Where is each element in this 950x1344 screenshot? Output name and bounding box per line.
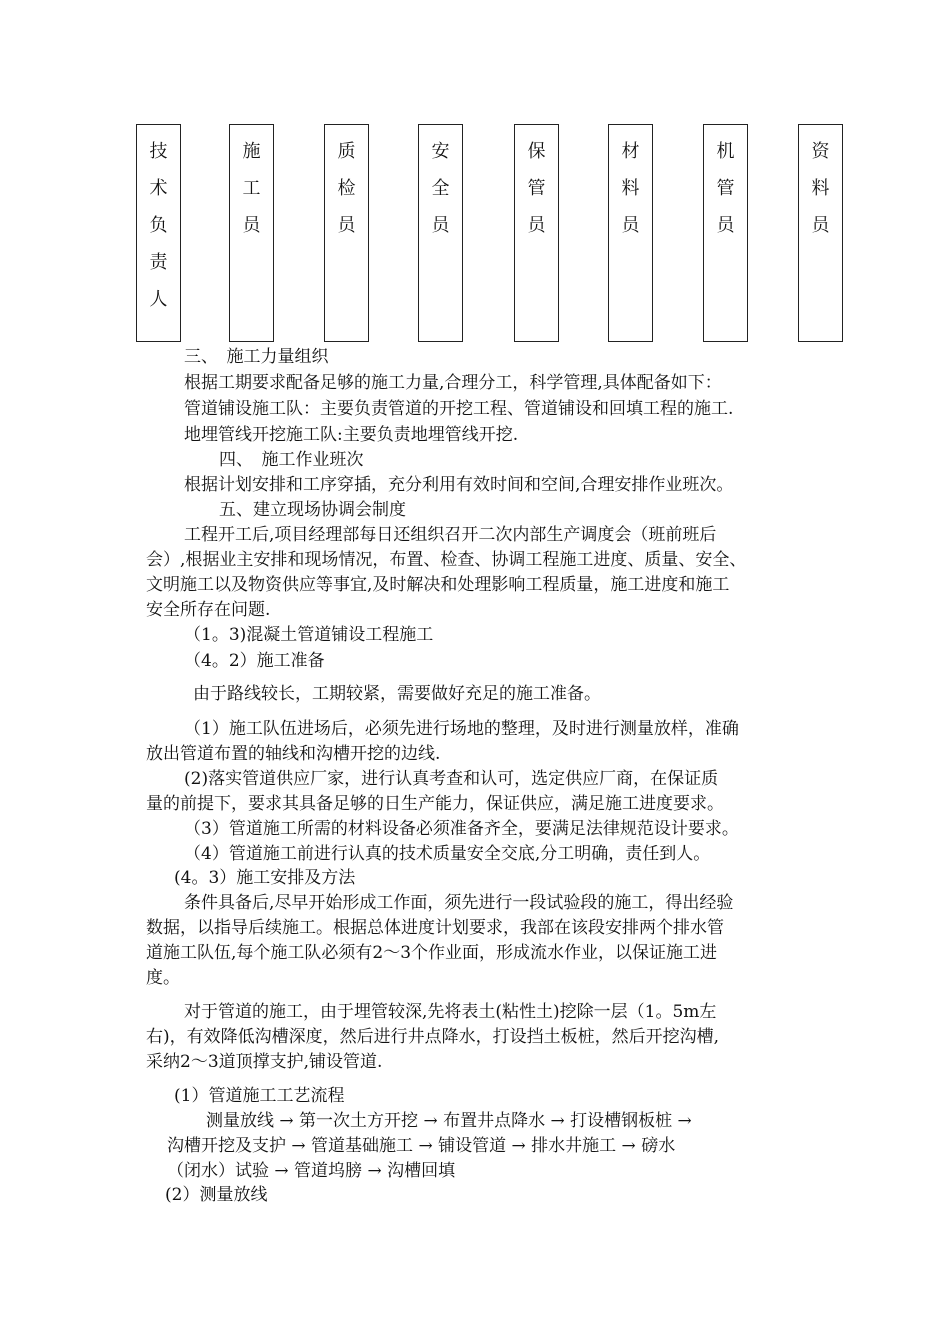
org-box-label: 材 料 员 — [621, 141, 640, 236]
paragraph-line: 工程开工后,项目经理部每日还组织召开二次内部生产调度会（班前班后 — [184, 525, 717, 545]
paragraph-line: （3）管道施工所需的材料设备必须准备齐全，要满足法律规范设计要求。 — [184, 819, 739, 839]
org-box — [514, 124, 559, 342]
paragraph-line: 度。 — [146, 968, 180, 988]
paragraph-line: 安全所存在问题. — [146, 600, 271, 620]
paragraph-line: 道施工队伍,每个施工队必须有2～3个作业面，形成流水作业，以保证施工进 — [146, 943, 718, 963]
paragraph-line: 右)，有效降低沟槽深度，然后进行井点降水，打设挡土板桩，然后开挖沟槽, — [146, 1027, 720, 1047]
org-box — [229, 124, 274, 342]
org-box — [703, 124, 748, 342]
paragraph-line: (2)落实管道供应厂家，进行认真考查和认可，选定供应厂商，在保证质 — [184, 769, 719, 789]
paragraph-line: 对于管道的施工，由于埋管较深,先将表土(粘性土)挖除一层（1。5m左 — [184, 1002, 717, 1022]
section-heading: （1。3)混凝土管道铺设工程施工 — [184, 625, 434, 645]
section-heading: 五、建立现场协调会制度 — [219, 500, 406, 520]
paragraph-line: 采纳2～3道顶撑支护,铺设管道. — [146, 1052, 383, 1072]
section-heading: (4。3）施工安排及方法 — [174, 868, 356, 888]
paragraph-line: 数据，以指导后续施工。根据总体进度计划要求，我部在该段安排两个排水管 — [146, 918, 724, 938]
org-box-label: 保 管 员 — [527, 141, 546, 236]
org-box-label: 施 工 员 — [242, 141, 261, 236]
paragraph-line: 条件具备后,尽早开始形成工作面，须先进行一段试验段的施工，得出经验 — [184, 893, 734, 913]
org-box — [418, 124, 463, 342]
paragraph-line: 量的前提下，要求其具备足够的日生产能力，保证供应，满足施工进度要求。 — [146, 794, 724, 814]
process-flow-line: 沟槽开挖及支护 → 管道基础施工 → 铺设管道 → 排水井施工 → 磅水 — [167, 1136, 676, 1156]
org-box — [608, 124, 653, 342]
org-box-label: 安 全 员 — [431, 141, 450, 236]
org-box — [136, 124, 181, 342]
section-heading: (1）管道施工工艺流程 — [174, 1086, 345, 1106]
paragraph-line: 文明施工以及物资供应等事宜,及时解决和处理影响工程质量，施工进度和施工 — [146, 575, 730, 595]
org-box-label: 技 术 负 责 人 — [149, 141, 168, 310]
org-box-label: 资 料 员 — [811, 141, 830, 236]
paragraph-line: 由于路线较长，工期较紧，需要做好充足的施工准备。 — [193, 684, 601, 704]
org-box-label: 质 检 员 — [337, 141, 356, 236]
section-heading: 三、 施工力量组织 — [184, 347, 329, 367]
process-flow-line: 测量放线 → 第一次土方开挖 → 布置井点降水 → 打设槽钢板桩 → — [206, 1111, 692, 1131]
org-box-label: 机 管 员 — [716, 141, 735, 236]
paragraph-line: 放出管道布置的轴线和沟槽开挖的边线. — [146, 744, 441, 764]
org-box — [798, 124, 843, 342]
org-box — [324, 124, 369, 342]
paragraph-line: （4）管道施工前进行认真的技术质量安全交底,分工明确，责任到人。 — [184, 844, 711, 864]
section-heading: (2）测量放线 — [165, 1185, 268, 1205]
section-heading: 四、 施工作业班次 — [219, 450, 364, 470]
paragraph-line: 根据工期要求配备足够的施工力量,合理分工，科学管理,具体配备如下： — [184, 373, 722, 393]
paragraph-line: 根据计划安排和工序穿插，充分利用有效时间和空间,合理安排作业班次。 — [184, 475, 734, 495]
process-flow-line: （闭水）试验 → 管道坞膀 → 沟槽回填 — [167, 1161, 456, 1181]
paragraph-line: 会）,根据业主安排和现场情况，布置、检查、协调工程施工进度、质量、安全、 — [146, 550, 747, 570]
paragraph-line: （1）施工队伍进场后，必须先进行场地的整理，及时进行测量放样，准确 — [184, 719, 739, 739]
paragraph-line: 管道铺设施工队：主要负责管道的开挖工程、管道铺设和回填工程的施工. — [184, 399, 734, 419]
section-heading: （4。2）施工准备 — [184, 651, 325, 671]
paragraph-line: 地埋管线开挖施工队:主要负责地埋管线开挖. — [184, 425, 519, 445]
